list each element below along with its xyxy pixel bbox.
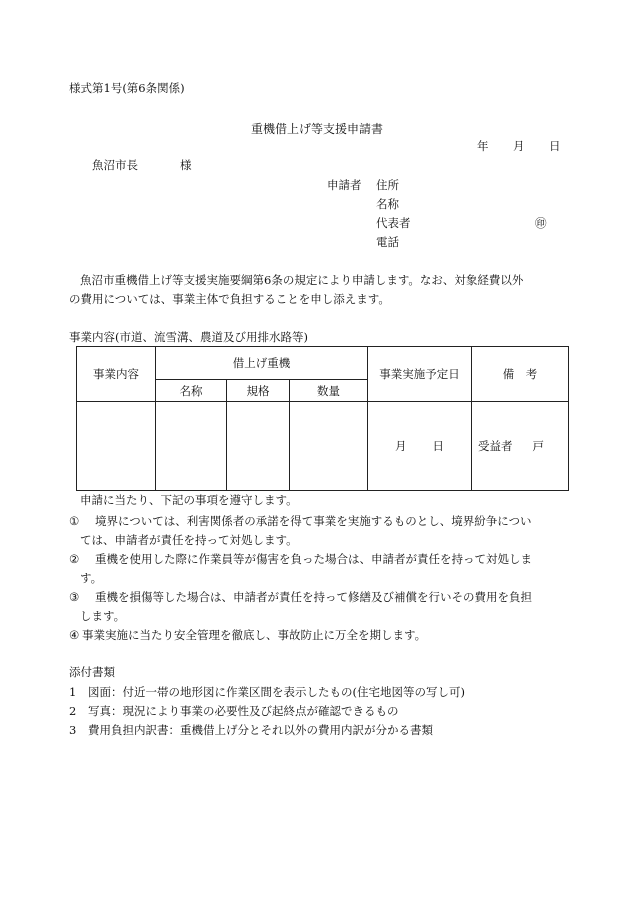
pledge-mark-4: ④ — [69, 628, 80, 642]
schedule-day-label: 日 — [432, 439, 444, 453]
attachment-item-1: 図面：付近一帯の地形図に作業区間を表示したもの(住宅地図等の写し可) — [88, 685, 465, 699]
business-heading: 事業内容(市道、流雪溝、農道及び用排水路等) — [69, 330, 308, 344]
intro-line-2: の費用については、事業主体で負担することを申し添えます。 — [69, 292, 390, 306]
header-cell-schedule: 事業実施予定日 — [368, 347, 472, 402]
attachments-heading: 添付書類 — [69, 665, 115, 679]
header-cell-machine-spec: 規格 — [227, 380, 290, 402]
header-cell-machine: 借上げ重機 — [156, 347, 368, 380]
date-month-label: 月 — [513, 139, 525, 153]
attachment-item-2: 写真：現況により事業の必要性及び起終点が確認できるもの — [88, 704, 399, 718]
header-cell-content: 事業内容 — [77, 347, 156, 402]
pledge-item-1-line-2: ては、申請者が責任を持って対処します。 — [80, 533, 298, 547]
cell-schedule[interactable] — [368, 402, 472, 491]
pledge-item-3-line-1: 重機を損傷等した場合は、申請者が責任を持って修繕及び補償を行いその費用を負担 — [95, 590, 532, 604]
pledge-mark-1: ① — [69, 514, 80, 528]
cell-machine-name[interactable] — [156, 402, 227, 491]
cell-machine-spec[interactable] — [227, 402, 290, 491]
attachment-num-3: 3 — [69, 723, 77, 737]
pledge-item-3-line-2: します。 — [80, 609, 126, 623]
addressee: 魚沼市長 — [92, 158, 138, 172]
cell-content[interactable] — [77, 402, 156, 491]
date-day-label: 日 — [549, 139, 561, 153]
pledge-item-2-line-2: す。 — [80, 571, 103, 585]
header-cell-machine-name: 名称 — [156, 380, 227, 402]
address-label: 住所 — [376, 178, 399, 192]
attachment-num-2: 2 — [69, 704, 77, 718]
cell-machine-qty[interactable] — [290, 402, 368, 491]
pledge-item-4-line-1: 事業実施に当たり安全管理を徹底し、事故防止に万全を期します。 — [82, 628, 427, 642]
business-table — [76, 346, 569, 491]
header-cell-machine-qty: 数量 — [290, 380, 368, 402]
beneficiary-label: 受益者 — [478, 439, 513, 453]
header-cell-remarks: 備 考 — [472, 347, 569, 402]
pledge-item-2-line-1: 重機を使用した際に作業員等が傷害を負った場合は、申請者が責任を持って対処しま — [95, 552, 532, 566]
pledge-item-1-line-1: 境界については、利害関係者の承諾を得て事業を実施するものとし、境界紛争につい — [95, 514, 532, 528]
name-label: 名称 — [376, 197, 399, 211]
pledge-mark-2: ② — [69, 552, 80, 566]
schedule-month-label: 月 — [395, 439, 407, 453]
phone-label: 電話 — [376, 235, 399, 249]
pledge-mark-3: ③ — [69, 590, 80, 604]
applicant-label: 申請者 — [327, 178, 362, 192]
date-year-label: 年 — [477, 139, 489, 153]
pledge-intro: 申請に当たり、下記の事項を遵守します。 — [80, 493, 298, 507]
households-label: 戸 — [532, 439, 544, 453]
form-number: 様式第1号(第6条関係) — [69, 81, 185, 95]
attachment-item-3: 費用負担内訳書：重機借上げ分とそれ以外の費用内訳が分かる書類 — [88, 723, 433, 737]
cell-remarks[interactable] — [472, 402, 569, 491]
intro-line-1: 魚沼市重機借上げ等支援実施要綱第6条の規定により申請します。なお、対象経費以外 — [80, 273, 524, 287]
seal-mark: ㊞ — [535, 216, 547, 230]
representative-label: 代表者 — [376, 216, 411, 230]
document-title: 重機借上げ等支援申請書 — [251, 122, 384, 136]
attachment-num-1: 1 — [69, 685, 77, 699]
addressee-honorific: 様 — [180, 158, 192, 172]
